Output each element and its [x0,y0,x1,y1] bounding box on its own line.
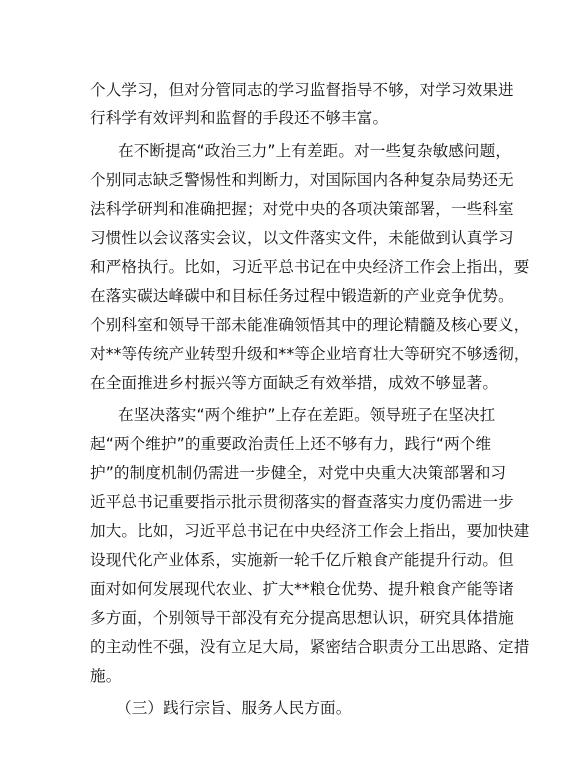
text-line: 加大。比如，习近平总书记在中央经济工作会上指出，要加快建 [90,522,530,540]
text-line: 面对如何发展现代农业、扩大**粮仓优势、提升粮食产能等诸 [90,580,514,598]
text-line: 设现代化产业体系，实施新一轮千亿斤粮食产能提升行动。但 [90,551,514,569]
text-line: 在落实碳达峰碳中和目标任务过程中锻造新的产业竞争优势。 [90,287,514,305]
text-line: 施。 [90,667,122,685]
section-heading: （三）践行宗旨、服务人民方面。 [116,699,352,717]
text-line: 个人学习，但对分管同志的学习监督指导不够，对学习效果进 [90,81,514,99]
text-line: 个别科室和领导干部未能准确领悟其中的理论精髓及核心要义， [90,316,530,334]
text-line: 行科学有效评判和监督的手段还不够丰富。 [90,109,389,127]
text-line: 在不断提高“政治三力”上有差距。对一些复杂敏感问题， [118,142,512,160]
text-line: 在全面推进乡村振兴等方面缺乏有效举措，成效不够显著。 [90,374,499,392]
text-line: 近平总书记重要指示批示贯彻落实的督查落实力度仍需进一步 [90,493,514,511]
text-line: 多方面，个别领导干部没有充分提高思想认识，研究具体措施 [90,609,514,627]
text-line: 习惯性以会议落实会议，以文件落实文件，未能做到认真学习 [90,229,514,247]
text-line: 的主动性不强，没有立足大局，紧密结合职责分工出思路、定措 [90,638,530,656]
text-line: 起“两个维护”的重要政治责任上还不够有力，践行“两个维 [90,435,492,453]
text-line: 在坚决落实“两个维护”上存在差距。领导班子在坚决扛 [118,406,496,424]
text-line: 和严格执行。比如，习近平总书记在中央经济工作会上指出，要 [90,258,530,276]
text-line: 个别同志缺乏警惕性和判断力，对国际国内各种复杂局势还无 [90,171,514,189]
text-line: 法科学研判和准确把握；对党中央的各项决策部署，一些科室 [90,200,514,218]
text-line: 护”的制度机制仍需进一步健全，对党中央重大决策部署和习 [90,464,507,482]
text-line: 对**等传统产业转型升级和**等企业培育壮大等研究不够透彻， [90,345,530,363]
